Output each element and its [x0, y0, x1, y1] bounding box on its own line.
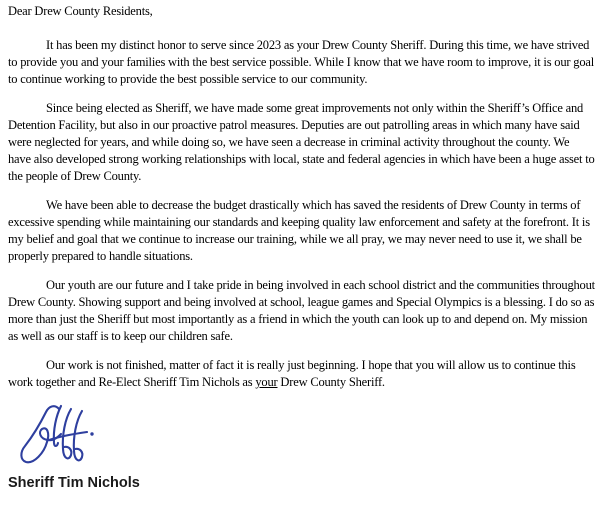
signer-name: Sheriff Tim Nichols	[8, 475, 140, 491]
paragraph-improvements: Since being elected as Sheriff, we have made some great improvements not only within the Sheriff’s Office and Detention Facility, but also in our proactive patrol measures. Deputies are out patrolling areas in which many have said were neglected for years, and while doing so, we have seen a decrease in criminal activity throughout the county. We have also developed strong working relationships with local, state and federal agencies in which have been a huge asset to the people of Drew County.	[8, 101, 595, 183]
signature-ink-icon	[18, 403, 110, 471]
paragraph-closing	[8, 357, 595, 391]
closing-text-before: Our work is not finished, matter of fact it is really just beginning. I hope that you will allow us to continue this work together and Re-Elect Sheriff Tim Nichols as	[8, 358, 576, 389]
closing-text-after: Drew County Sheriff.	[277, 375, 385, 389]
handwritten-signature	[18, 403, 595, 471]
closing-underlined-word: your	[255, 375, 278, 389]
paragraph-youth: Our youth are our future and I take pride in being involved in each school district and the communities throughout Drew County. Showing support and being involved at school, league games and Special Olympics is a blessing. I do so as more than just the Sheriff but most importantly as a friend in which the youth can look up to and depend on. My mission as well as our staff is to keep our children safe.	[8, 278, 595, 343]
salutation: Dear Drew County Residents,	[8, 4, 153, 18]
paragraph-budget: We have been able to decrease the budget drastically which has saved the residents of Drew County in terms of excessive spending while maintaining our standards and keeping quality law enforcement and safety at the forefront. It is my belief and goal that we continue to increase our training, while we all pray, we may never need to use it, we shall be properly prepared to handle situations.	[8, 198, 590, 263]
paragraph-honor-to-serve: It has been my distinct honor to serve since 2023 as your Drew County Sheriff. During this time, we have strived to provide you and your families with the best service possible. While I know that we have room to improve, it is our goal to continue working to provide the best possible service to our community.	[8, 38, 595, 86]
